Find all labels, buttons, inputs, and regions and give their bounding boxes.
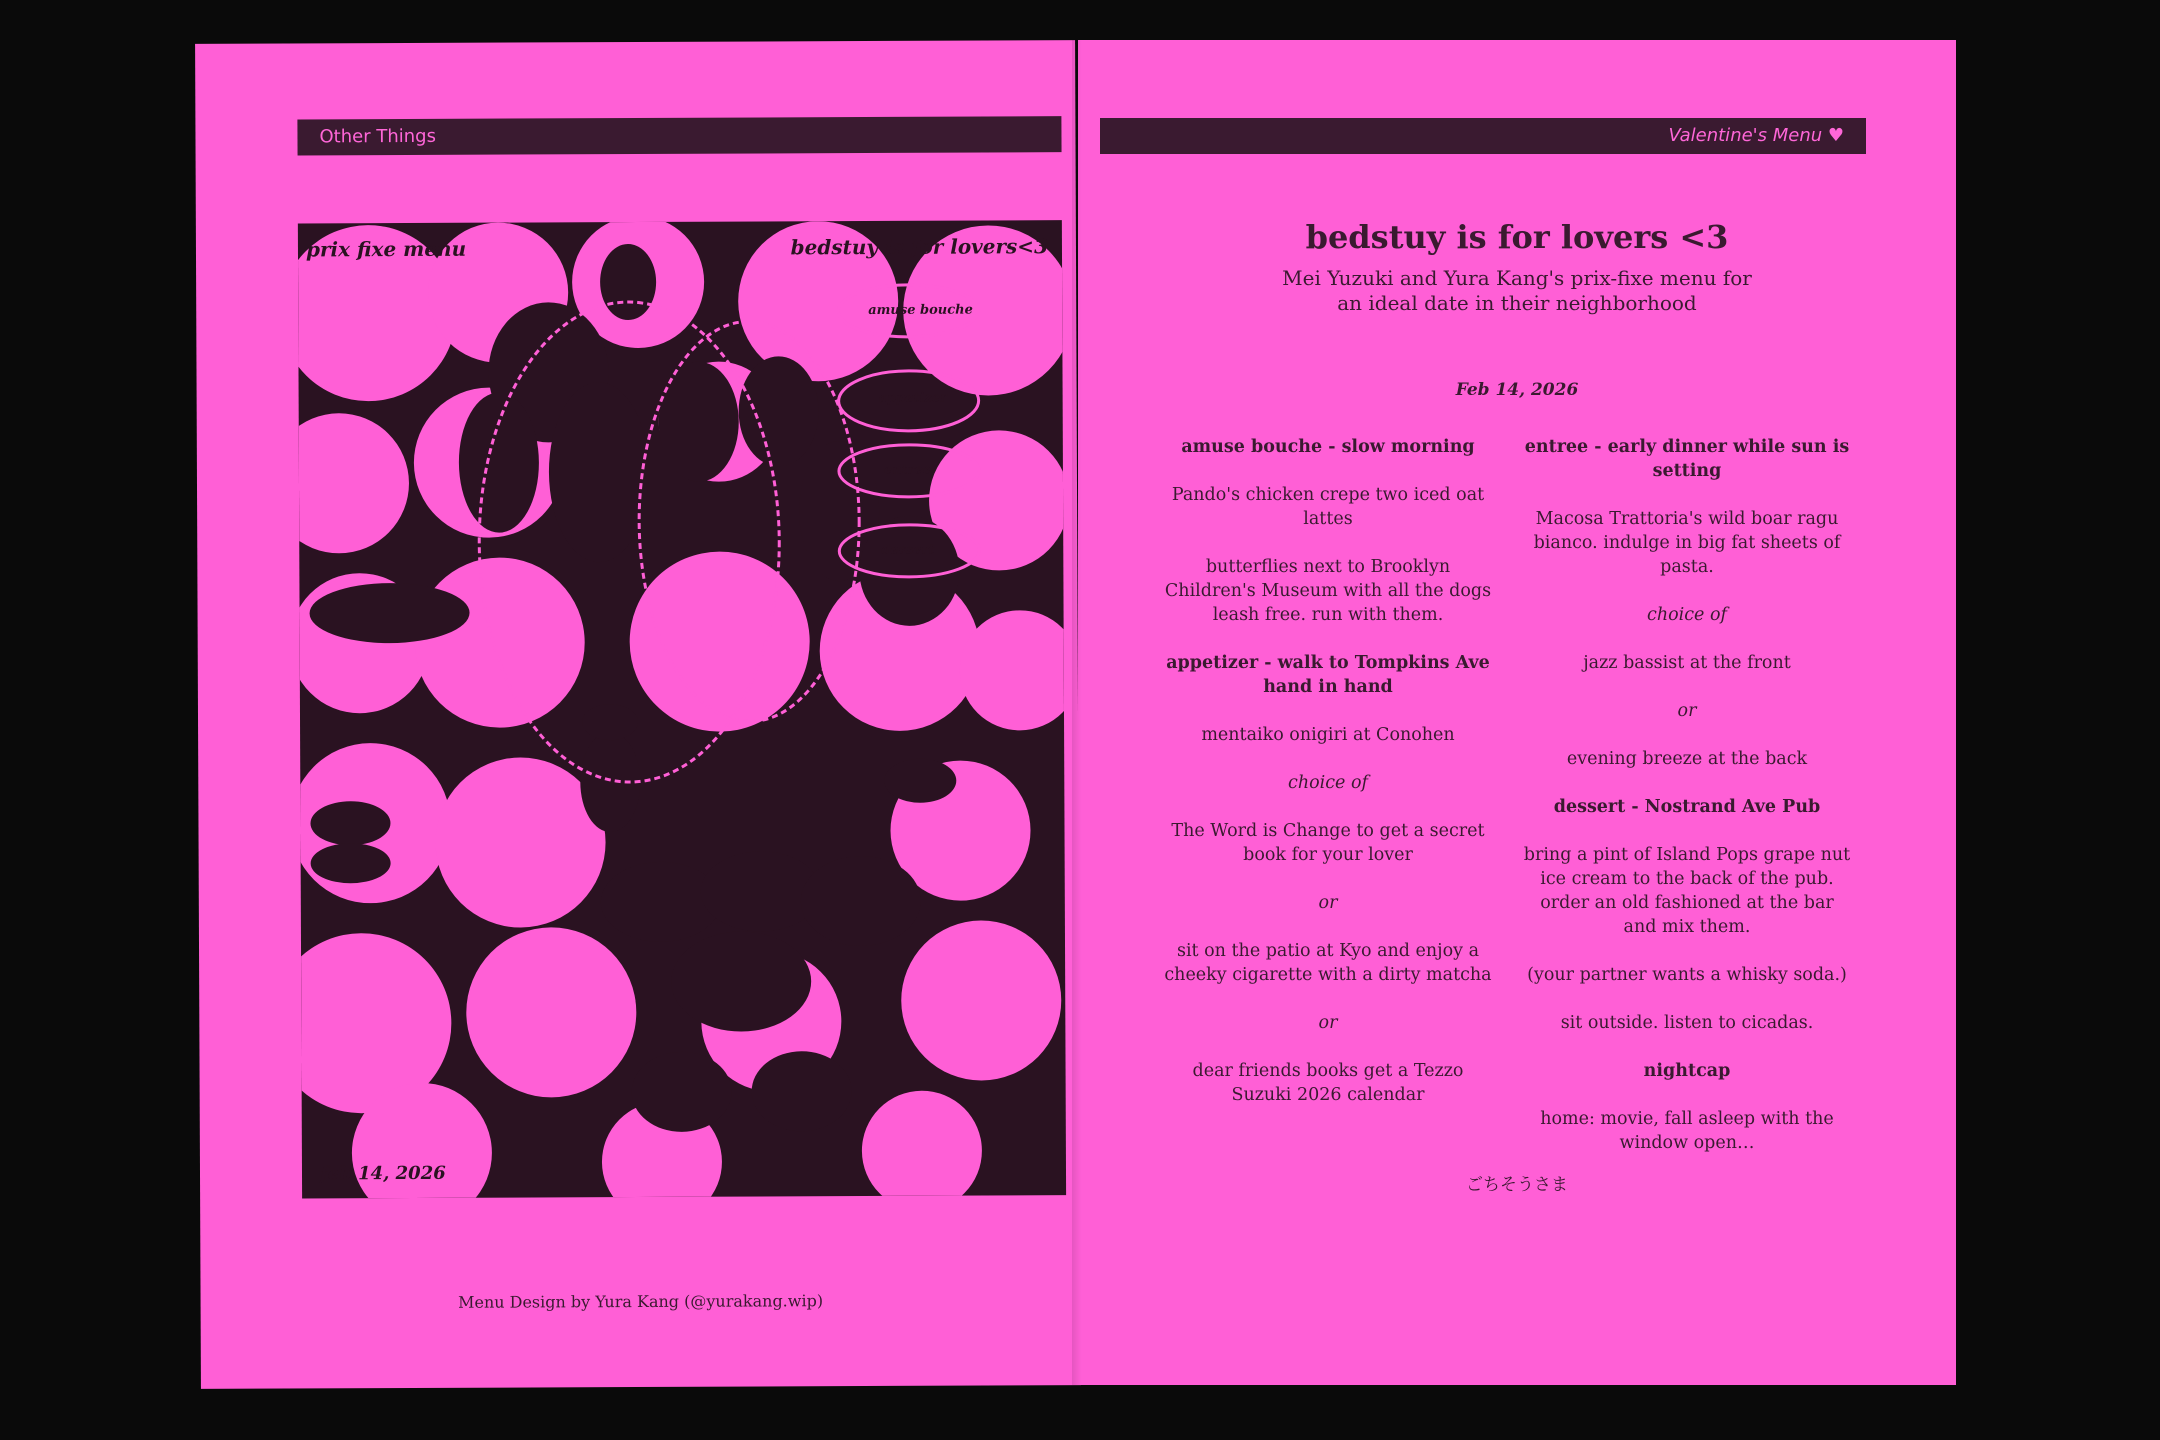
appetizer-heading: appetizer - walk to Tompkins Ave hand in hand: [1166, 653, 1490, 697]
or-label: or: [1677, 701, 1697, 721]
menu-poster-artwork: [298, 220, 1066, 1198]
menu-date: Feb 14, 2026: [1455, 380, 1579, 400]
dessert-item: (your partner wants a whisky soda.): [1527, 965, 1847, 985]
left-page: [195, 40, 1081, 1389]
entree-item: Macosa Trattoria's wild boar ragu bianco. indulge in big fat sheets of pasta.: [1533, 509, 1841, 577]
poster-entree-label: entree: [883, 462, 932, 478]
menu-subtitle: Mei Yuzuki and Yura Kang's prix-fixe menu for an ideal date in their neighborhood: [1282, 266, 1752, 315]
nightcap-item: home: movie, fall asleep with the window open…: [1540, 1109, 1834, 1153]
menu-column-right: [1522, 435, 1852, 1179]
or-label: or: [1318, 893, 1338, 913]
amuse-item: Pando's chicken crepe two iced oat lattes: [1171, 485, 1485, 529]
or-label: or: [1318, 1013, 1338, 1033]
right-header-bar: [1100, 118, 1866, 154]
poster-prix-fixe-label: prix fixe menu: [305, 236, 467, 262]
appetizer-item: mentaiko onigiri at Conohen: [1201, 725, 1455, 745]
dessert-item: sit outside. listen to cicadas.: [1560, 1013, 1814, 1033]
right-page: [1078, 40, 1956, 1385]
choice-label: choice of: [1647, 605, 1727, 625]
choice-label: choice of: [1288, 773, 1368, 793]
signoff-text: ごちそうさま: [1466, 1175, 1568, 1195]
poster-graphic: [298, 220, 1066, 1198]
book-gutter: [1072, 40, 1088, 1385]
section-label: Other Things: [319, 125, 436, 148]
poster-title-label: bedstuy is for lovers<3: [790, 234, 1049, 260]
nightcap-heading: nightcap: [1643, 1061, 1731, 1081]
left-header-bar: [297, 116, 1061, 155]
entree-heading: entree - early dinner while sun is setting: [1524, 437, 1850, 481]
entree-option: evening breeze at the back: [1566, 749, 1808, 769]
poster-amuse-label: amuse bouche: [868, 302, 973, 318]
poster-appetizer-label: appetizer: [878, 390, 947, 406]
poster-dessert-label: dessert: [881, 542, 935, 558]
design-credit: Menu Design by Yura Kang (@yurakang.wip): [458, 1291, 824, 1312]
menu-column-left: [1163, 435, 1493, 1131]
appetizer-option: The Word is Change to get a secret book for your lover: [1171, 821, 1485, 865]
menu-section-label: Valentine's Menu ♥: [1668, 125, 1844, 146]
dessert-heading: dessert - Nostrand Ave Pub: [1553, 797, 1821, 817]
amuse-heading: amuse bouche - slow morning: [1181, 437, 1475, 457]
poster-date-label: feb 14, 2026: [319, 1162, 446, 1185]
appetizer-option: dear friends books get a Tezzo Suzuki 2026 calendar: [1192, 1061, 1464, 1105]
appetizer-option: sit on the patio at Kyo and enjoy a cheeky cigarette with a dirty matcha: [1164, 941, 1492, 985]
dessert-item: bring a pint of Island Pops grape nut ice cream to the back of the pub. order an old fashioned at the bar and mix them.: [1523, 845, 1851, 937]
amuse-item: butterflies next to Brooklyn Children's Museum with all the dogs leash free. run with them.: [1164, 557, 1492, 625]
menu-title: bedstuy is for lovers <3: [1305, 218, 1729, 256]
entree-option: jazz bassist at the front: [1583, 653, 1791, 673]
